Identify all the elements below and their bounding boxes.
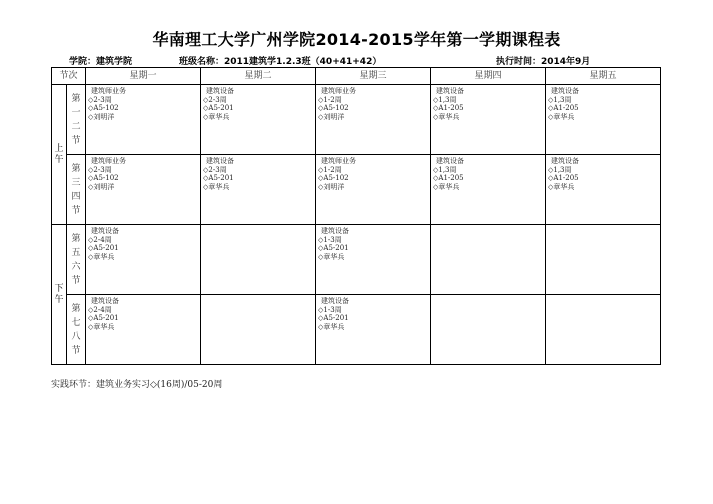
course-cell (316, 295, 431, 365)
course-detail: ◇A5-201 (203, 174, 234, 182)
section-label: 第 一 二 节 (67, 85, 86, 155)
section-label: 第 三 四 节 (67, 155, 86, 225)
header-day-wednesday: 星期三 (316, 68, 431, 85)
course-detail: ◇章华兵 (433, 112, 460, 121)
course-name: 建筑设备 (436, 157, 464, 165)
course-detail: ◇刘明洋 (88, 112, 115, 121)
course-detail: ◇A1-205 (548, 174, 579, 182)
course-detail: ◇1,3周 (433, 95, 457, 104)
course-detail: ◇A1-205 (433, 104, 464, 112)
header-period: 节次 (52, 68, 86, 85)
table-row (52, 295, 661, 365)
page-title: 华南理工大学广州学院2014-2015学年第一学期课程表 (152, 30, 561, 49)
course-name: 建筑设备 (321, 227, 349, 235)
course-detail: ◇1-2周 (318, 165, 342, 174)
course-detail: ◇章华兵 (318, 252, 345, 261)
course-detail: ◇1,3周 (548, 165, 572, 174)
course-detail: ◇章华兵 (88, 252, 115, 261)
course-cell (546, 295, 661, 365)
course-name: 建筑设备 (436, 87, 464, 95)
period-morning: 上 午 (52, 85, 67, 225)
course-detail: ◇2-4周 (88, 305, 112, 314)
course-cell (201, 85, 316, 155)
course-cell (316, 155, 431, 225)
course-cell (431, 225, 546, 295)
course-cell (316, 225, 431, 295)
course-detail: ◇A5-201 (203, 104, 234, 112)
course-name: 建筑师业务 (91, 87, 126, 95)
course-detail: ◇刘明洋 (318, 112, 345, 121)
course-cell (546, 225, 661, 295)
course-detail: ◇章华兵 (318, 322, 345, 331)
course-cell (431, 295, 546, 365)
course-name: 建筑设备 (206, 157, 234, 165)
course-cell (201, 295, 316, 365)
course-name: 建筑设备 (321, 297, 349, 305)
course-detail: ◇1,3周 (433, 165, 457, 174)
course-detail: ◇2-3周 (88, 95, 112, 104)
period-afternoon: 下 午 (52, 225, 67, 365)
course-detail: ◇A1-205 (433, 174, 464, 182)
course-cell (86, 295, 201, 365)
course-cell (546, 85, 661, 155)
course-cell (316, 85, 431, 155)
course-name: 建筑设备 (91, 297, 119, 305)
header-day-tuesday: 星期二 (201, 68, 316, 85)
table-row (52, 225, 661, 295)
course-detail: ◇A5-201 (318, 244, 349, 252)
header-day-thursday: 星期四 (431, 68, 546, 85)
course-cell (86, 85, 201, 155)
exec-time-label: 执行时间：2014年9月 (496, 57, 591, 67)
course-detail: ◇1-3周 (318, 235, 342, 244)
course-detail: ◇章华兵 (548, 112, 575, 121)
course-cell (431, 155, 546, 225)
course-detail: ◇1,3周 (548, 95, 572, 104)
course-detail: ◇章华兵 (203, 112, 230, 121)
table-row (52, 85, 661, 155)
course-name: 建筑设备 (551, 87, 579, 95)
course-detail: ◇A5-102 (318, 174, 349, 182)
course-cell (86, 155, 201, 225)
course-cell (201, 225, 316, 295)
course-detail: ◇A5-102 (88, 174, 119, 182)
college-label: 学院：建筑学院 (69, 57, 133, 67)
course-detail: ◇章华兵 (88, 322, 115, 331)
practice-note: 实践环节：建筑业务实习◇(16周)/05-20周 (51, 380, 223, 390)
header-day-friday: 星期五 (546, 68, 661, 85)
course-detail: ◇1-3周 (318, 305, 342, 314)
course-detail: ◇A5-201 (88, 314, 119, 322)
course-detail: ◇刘明洋 (318, 182, 345, 191)
course-cell (431, 85, 546, 155)
course-name: 建筑师业务 (321, 87, 356, 95)
section-label: 第 五 六 节 (67, 225, 86, 295)
course-name: 建筑设备 (551, 157, 579, 165)
class-name-label: 班级名称：2011建筑学1.2.3班（40+41+42） (179, 57, 382, 67)
course-detail: ◇章华兵 (548, 182, 575, 191)
course-cell (86, 225, 201, 295)
course-detail: ◇1-2周 (318, 95, 342, 104)
course-name: 建筑师业务 (91, 157, 126, 165)
course-cell (201, 155, 316, 225)
course-detail: ◇章华兵 (203, 182, 230, 191)
table-row (52, 155, 661, 225)
course-detail: ◇2-3周 (88, 165, 112, 174)
header-row (52, 68, 661, 85)
section-label: 第 七 八 节 (67, 295, 86, 365)
course-detail: ◇2-4周 (88, 235, 112, 244)
course-detail: ◇刘明洋 (88, 182, 115, 191)
course-detail: ◇A5-102 (318, 104, 349, 112)
course-name: 建筑设备 (91, 227, 119, 235)
course-name: 建筑师业务 (321, 157, 356, 165)
course-name: 建筑设备 (206, 87, 234, 95)
course-detail: ◇章华兵 (433, 182, 460, 191)
header-day-monday: 星期一 (86, 68, 201, 85)
course-detail: ◇2-3周 (203, 95, 227, 104)
course-detail: ◇2-3周 (203, 165, 227, 174)
course-cell (546, 155, 661, 225)
course-detail: ◇A5-201 (88, 244, 119, 252)
schedule-table (51, 67, 661, 365)
course-detail: ◇A5-201 (318, 314, 349, 322)
course-detail: ◇A1-205 (548, 104, 579, 112)
course-detail: ◇A5-102 (88, 104, 119, 112)
